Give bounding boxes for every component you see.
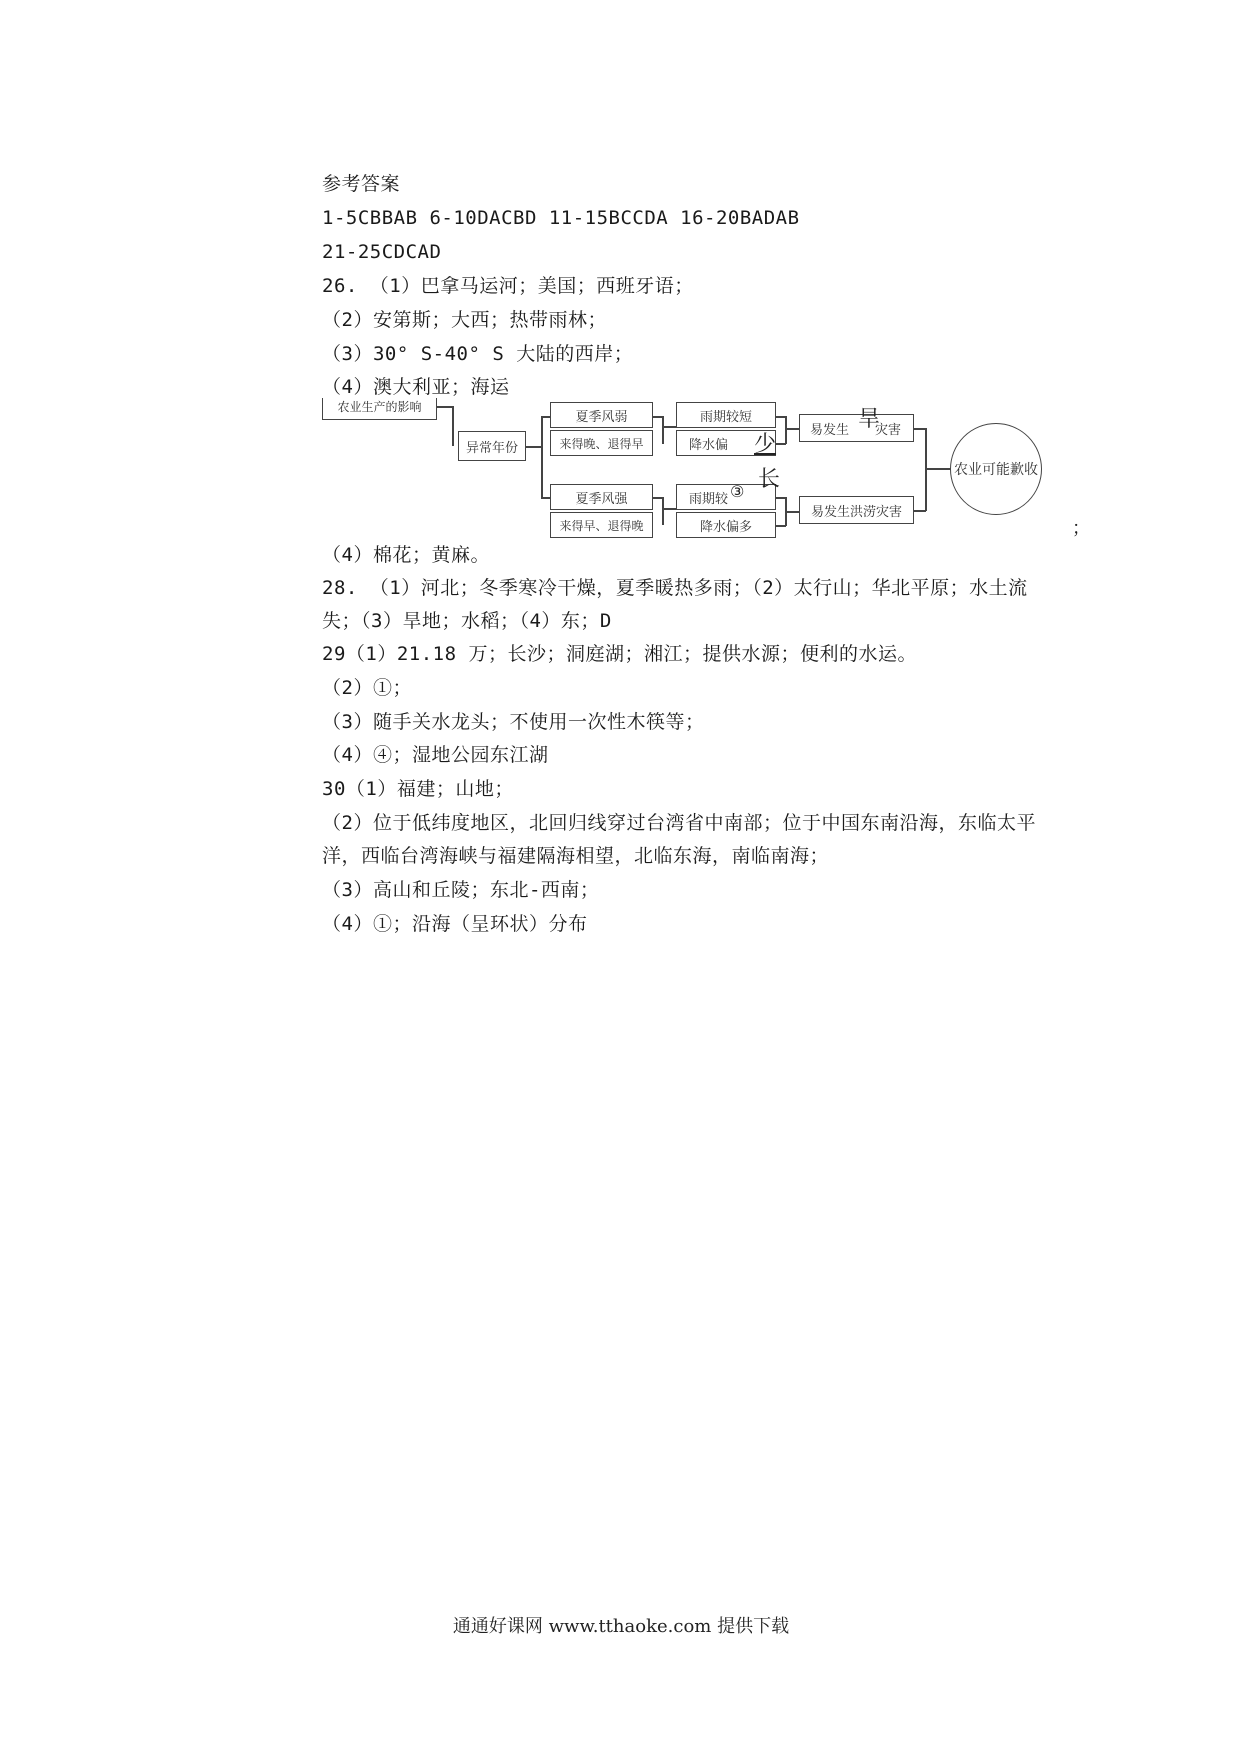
fill-in-drought: 旱 bbox=[858, 407, 881, 432]
diagram-node-impact: 农业生产的影响 bbox=[322, 398, 437, 420]
monsoon-flow-diagram bbox=[322, 398, 1082, 533]
fill-in-mark: ③ bbox=[730, 482, 745, 501]
footer-source: 通通好课网 www.tthaoke.com 提供下载 bbox=[452, 1616, 790, 1637]
diagram-node-weak-timing: 来得晚、退得早 bbox=[550, 430, 653, 456]
answer-line: （2）位于低纬度地区，北回归线穿过台湾省中南部；位于中国东南沿海，东临太平 bbox=[322, 812, 1036, 834]
diagram-node-result: 农业可能歉收 bbox=[950, 423, 1042, 515]
answer-line: （4）澳大利亚；海运 bbox=[322, 376, 510, 398]
drought-label: 易发生 bbox=[810, 422, 850, 438]
answer-heading: 参考答案 bbox=[322, 173, 401, 195]
diagram-node-year: 异常年份 bbox=[458, 431, 526, 461]
answer-line: （3）30° S-40° S 大陆的西岸； bbox=[322, 343, 634, 365]
answer-line: 30（1）福建；山地； bbox=[322, 778, 514, 800]
drought-tail-label: 灾害 bbox=[875, 422, 902, 438]
answer-line: （4）①；沿海（呈环状）分布 bbox=[322, 913, 588, 935]
diagram-node-rain-less: 降水偏 bbox=[676, 430, 776, 456]
fill-in-long: 长 bbox=[758, 467, 781, 492]
answer-line: （4）④；湿地公园东江湖 bbox=[322, 744, 549, 766]
fill-in-less: 少 bbox=[754, 432, 777, 457]
diagram-node-rain-long: 雨期较 bbox=[676, 484, 776, 510]
diagram-node-rain-short: 雨期较短 bbox=[676, 402, 776, 428]
answer-line: （3）高山和丘陵；东北-西南； bbox=[322, 879, 600, 901]
answer-line: 29（1）21.18 万；长沙；洞庭湖；湘江；提供水源；便利的水运。 bbox=[322, 643, 917, 665]
answer-line: （4）棉花；黄麻。 bbox=[322, 544, 490, 566]
answer-line: 28. （1）河北；冬季寒冷干燥，夏季暖热多雨；（2）太行山；华北平原；水土流 bbox=[322, 577, 1028, 599]
answer-line: （2）①； bbox=[322, 677, 412, 699]
answer-line: 洋，西临台湾海峡与福建隔海相望，北临东海，南临南海； bbox=[322, 845, 830, 867]
answer-line: 26. （1）巴拿马运河；美国；西班牙语； bbox=[322, 275, 694, 297]
answer-line: 21-25CDCAD bbox=[322, 241, 442, 263]
answer-line: （3）随手关水龙头；不使用一次性木筷等； bbox=[322, 711, 705, 733]
diagram-node-rain-more: 降水偏多 bbox=[676, 512, 776, 538]
answer-line: 1-5CBBAB 6-10DACBD 11-15BCCDA 16-20BADAB bbox=[322, 207, 800, 229]
answer-line: 失；（3）旱地；水稻；（4）东；D bbox=[322, 610, 612, 632]
diagram-node-drought bbox=[799, 414, 914, 442]
answer-line: （2）安第斯；大西；热带雨林； bbox=[322, 309, 607, 331]
trailing-semicolon: ； bbox=[1072, 518, 1090, 539]
diagram-node-flood: 易发生洪涝灾害 bbox=[799, 496, 914, 524]
diagram-node-monsoon-weak: 夏季风弱 bbox=[550, 402, 653, 428]
diagram-node-monsoon-strong: 夏季风强 bbox=[550, 484, 653, 510]
diagram-node-strong-timing: 来得早、退得晚 bbox=[550, 512, 653, 538]
